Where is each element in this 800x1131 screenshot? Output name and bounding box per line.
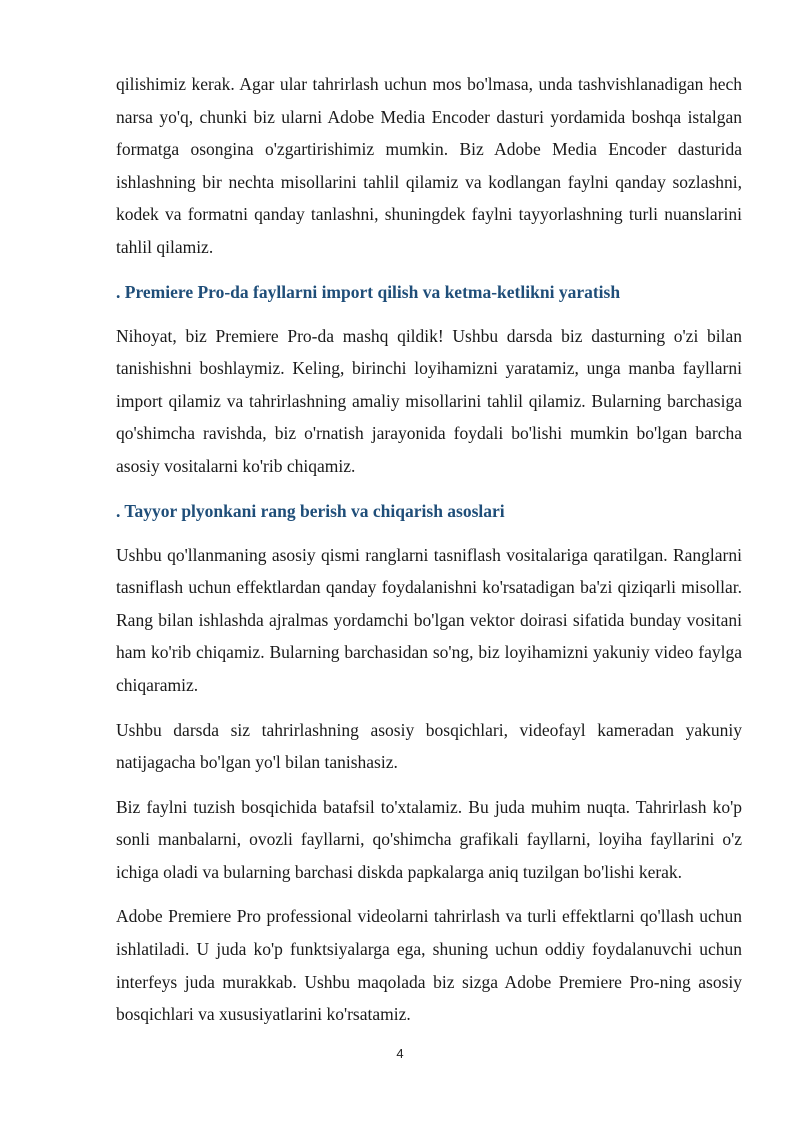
section-heading-import: . Premiere Pro-da fayllarni import qilish va ketma-ketlikni yaratish (116, 281, 621, 302)
paragraph-color-grading: Ushbu qo'llanmaning asosiy qismi ranglarni tasniflash vositalariga qaratilgan. Ranglarni tasniflash uchun effektlardan qanday foydalanishni ko'rsatadigan ba'zi qiziqarli misollar. Rang bilan ishlashda ajralmas yordamchi bo'lgan vektor doirasi sifatida bunday vositani ham ko'rib chiqamiz. Bularning barchasidan so'ng, biz loyihamizni yakuniy video faylga chiqaramiz. (116, 544, 742, 695)
paragraph-intro-continuation: qilishimiz kerak. Agar ular tahrirlash uchun mos bo'lmasa, unda tashvishlanadigan hech narsa yo'q, chunki biz ularni Adobe Media Encoder dasturi yordamida boshqa istalgan formatga osongina o'zgartirishimiz mumkin. Biz Adobe Media Encoder dasturida ishlashning bir nechta misollarini tahlil qilamiz va kodlangan faylni qanday sozlashni, kodek va formatni qanday tanlashni, shuningdek faylni tayyorlashning turli nuanslarini tahlil qilamiz. (116, 74, 742, 257)
paragraph-import: Nihoyat, biz Premiere Pro-da mashq qildik! Ushbu darsda biz dasturning o'zi bilan tanishishni boshlaymiz. Keling, birinchi loyihamizni yaratamiz, unga manba fayllarni import qilamiz va tahrirlashning amaliy misollarini tahlil qilamiz. Bularning barchasiga qo'shimcha ravishda, biz o'rnatish jarayonida foydali bo'lishi mumkin bo'lgan barcha asosiy vositalarni ko'rib chiqamiz. (116, 325, 742, 476)
paragraph-file-structure: Biz faylni tuzish bosqichida batafsil to'xtalamiz. Bu juda muhim nuqta. Tahrirlash ko'p sonli manbalarni, ovozli fayllarni, qo'shimcha grafikali fayllarni, loyiha fayllarini o'z ichiga oladi va bularning barchasi diskda papkalarga aniq tuzilgan bo'lishi kerak. (116, 796, 742, 882)
page-number: 4 (396, 1046, 404, 1061)
paragraph-premiere-overview: Adobe Premiere Pro professional videolarni tahrirlash va turli effektlarni qo'llash uchun ishlatiladi. U juda ko'p funktsiyalarga ega, shuning uchun oddiy foydalanuvchi uchun interfeys juda murakkab. Ushbu maqolada biz sizga Adobe Premiere Pro-ning asosiy bosqichlari va xususiyatlarini ko'rsatamiz. (116, 906, 742, 1025)
section-heading-color-grading: . Tayyor plyonkani rang berish va chiqarish asoslari (116, 500, 505, 521)
paragraph-editing-stages: Ushbu darsda siz tahrirlashning asosiy bosqichlari, videofayl kameradan yakuniy natijagacha bo'lgan yo'l bilan tanishasiz. (116, 719, 742, 773)
document-page (116, 68, 742, 1043)
